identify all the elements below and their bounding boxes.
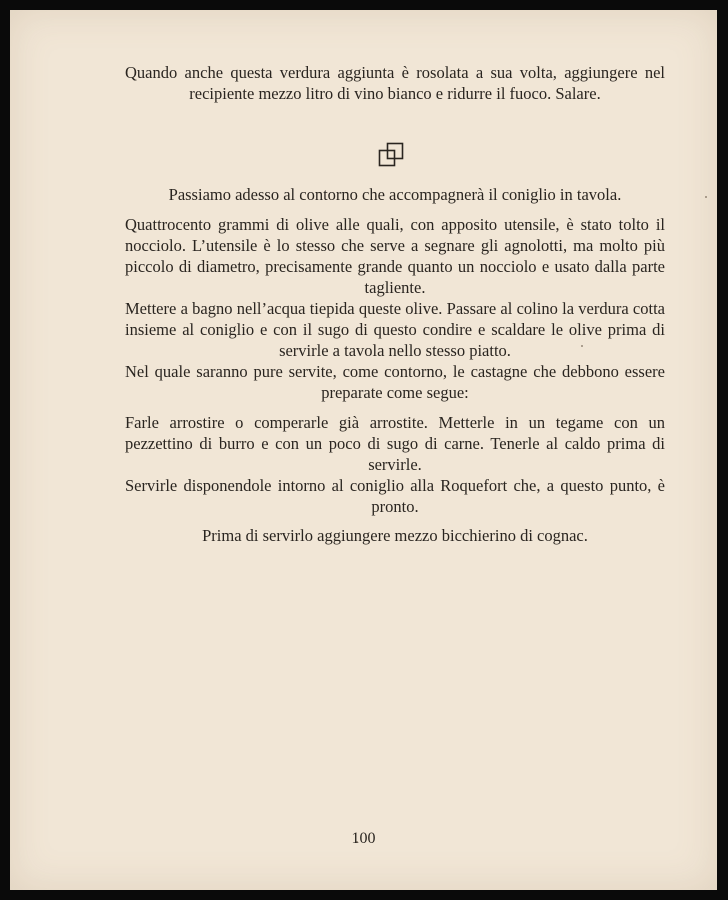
section-ornament-icon <box>378 142 404 168</box>
paragraph-4: Mettere a bagno nell’acqua tiepida queste olive. Passare al colino la verdura cotta insieme al coniglio e con il sugo di questo condire e scaldare le olive prima di servirle a tavola nello stesso piatto. <box>125 299 665 360</box>
paragraph-3: Quattrocento grammi di olive alle quali, con apposito utensile, è stato tolto il nocciolo. L’utensile è lo stesso che serve a segnare gli agnolotti, ma molto più piccolo di diametro, precisamente grande quanto un nocciolo e usato dalla parte tagliente. <box>125 215 665 297</box>
paragraph-7: Servirle disponendole intorno al coniglio alla Roquefort che, a questo punto, è pronto. <box>125 476 665 516</box>
ink-speck <box>581 345 583 347</box>
paragraph-8: Prima di servirlo aggiungere mezzo bicchierino di cognac. <box>202 526 588 545</box>
paragraph-1: Quando anche questa verdura aggiunta è rosolata a sua volta, aggiungere nel recipiente mezzo litro di vino bianco e ridurre il fuoco. Salare. <box>125 63 665 103</box>
paragraph-5: Nel quale saranno pure servite, come contorno, le castagne che debbono essere preparate come segue: <box>125 362 665 402</box>
ink-speck <box>705 196 707 198</box>
paragraph-2: Passiamo adesso al contorno che accompagnerà il coniglio in tavola. <box>168 185 622 204</box>
book-page <box>10 10 717 890</box>
page-number: 100 <box>351 830 376 847</box>
paragraph-6: Farle arrostire o comperarle già arrostite. Metterle in un tegame con un pezzettino di burro e con un poco di sugo di carne. Tenerle al caldo prima di servirle. <box>125 413 665 474</box>
